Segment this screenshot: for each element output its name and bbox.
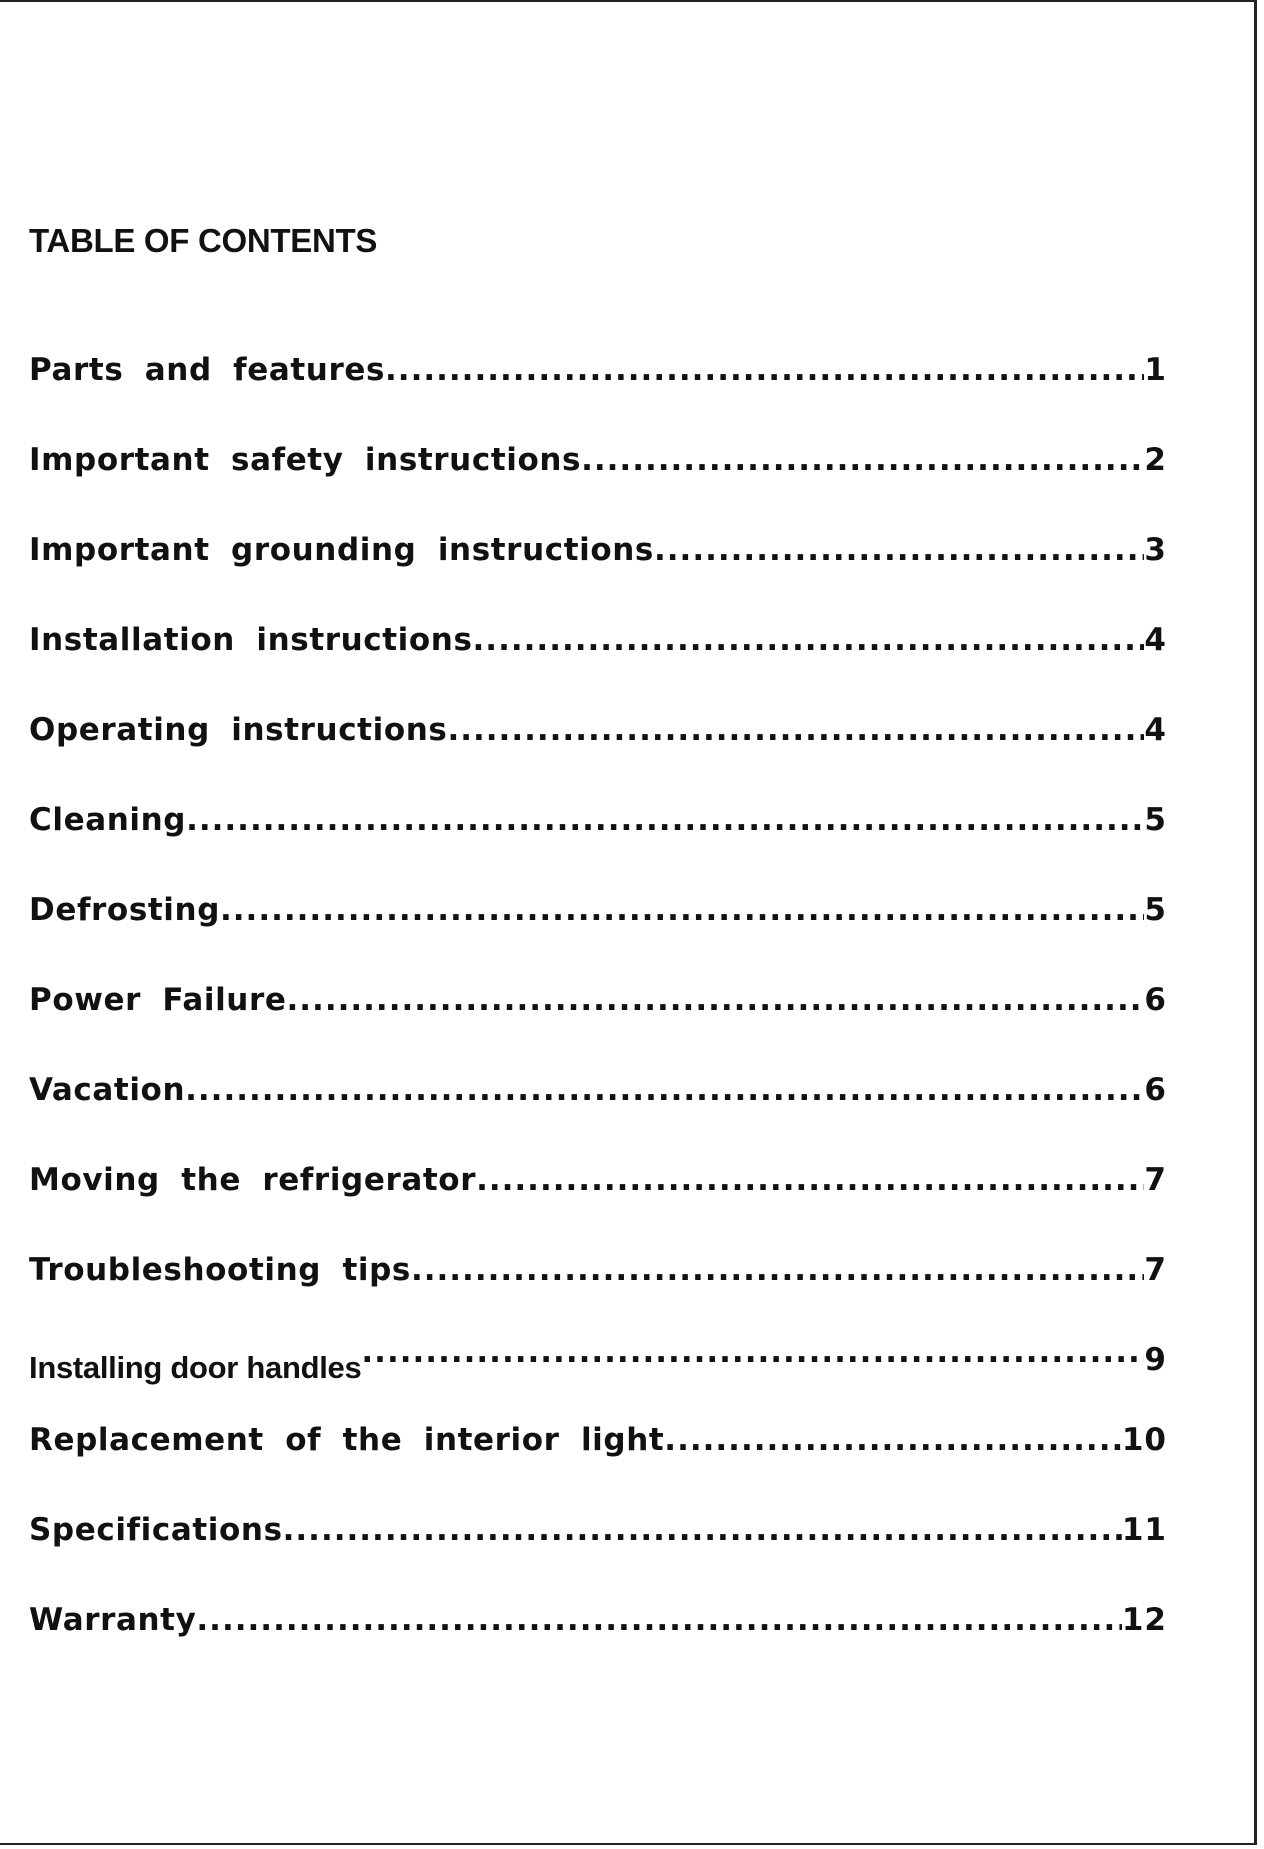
- toc-list: [29, 350, 1167, 1690]
- toc-entry-page: 10: [1121, 1422, 1167, 1458]
- toc-entry-page: 9: [1144, 1342, 1167, 1378]
- toc-entry-important-grounding-instructions: [29, 530, 1167, 620]
- toc-entry-page: 1: [1144, 352, 1167, 388]
- toc-entry-page: 3: [1144, 532, 1167, 568]
- toc-entry-page: 2: [1144, 442, 1167, 478]
- toc-dot-leader: [447, 710, 1144, 750]
- toc-entry-moving-the-refrigerator: [29, 1160, 1167, 1250]
- toc-entry-installation-instructions: [29, 620, 1167, 710]
- toc-entry-cleaning: [29, 800, 1167, 890]
- toc-entry-title: Cleaning: [29, 802, 187, 838]
- toc-entry-parts-and-features: [29, 350, 1167, 440]
- toc-dot-leader: [581, 440, 1144, 480]
- toc-entry-page: 11: [1121, 1512, 1167, 1548]
- toc-entry-page: 4: [1144, 712, 1167, 748]
- toc-entry-title: Power Failure: [29, 982, 287, 1018]
- toc-entry-page: 7: [1144, 1162, 1167, 1198]
- toc-dot-leader: [411, 1250, 1144, 1290]
- toc-entry-title: Important grounding instructions: [29, 532, 654, 568]
- toc-entry-title: Troubleshooting tips: [29, 1252, 411, 1288]
- toc-entry-installing-door-handles: [29, 1340, 1167, 1420]
- toc-dot-leader: [220, 890, 1144, 930]
- toc-entry-title: Specifications: [29, 1512, 283, 1548]
- toc-entry-page: 5: [1144, 802, 1167, 838]
- toc-entry-operating-instructions: [29, 710, 1167, 800]
- toc-entry-page: 6: [1144, 982, 1167, 1018]
- toc-entry-replacement-of-the-interior-light: [29, 1420, 1167, 1510]
- toc-entry-title: Parts and features: [29, 352, 386, 388]
- toc-entry-vacation: [29, 1070, 1167, 1160]
- toc-entry-page: 12: [1121, 1602, 1167, 1638]
- toc-entry-title: Replacement of the interior light: [29, 1422, 665, 1458]
- toc-entry-defrosting: [29, 890, 1167, 980]
- toc-dot-leader: [186, 800, 1144, 840]
- toc-heading: TABLE OF CONTENTS: [29, 222, 378, 259]
- toc-entry-power-failure: [29, 980, 1167, 1070]
- toc-dot-leader: [286, 980, 1144, 1020]
- toc-dot-leader: [185, 1070, 1144, 1110]
- toc-entry-page: 6: [1144, 1072, 1167, 1108]
- toc-dot-leader: [196, 1600, 1121, 1640]
- toc-dot-leader: [476, 1160, 1144, 1200]
- toc-entry-important-safety-instructions: [29, 440, 1167, 530]
- toc-entry-troubleshooting-tips: [29, 1250, 1167, 1340]
- toc-dot-leader: [361, 1340, 1144, 1380]
- toc-dot-leader: [664, 1420, 1122, 1460]
- toc-entry-title: Moving the refrigerator: [29, 1162, 477, 1198]
- toc-dot-leader: [385, 350, 1144, 390]
- toc-entry-title: Warranty: [29, 1602, 197, 1638]
- toc-entry-warranty: [29, 1600, 1167, 1690]
- toc-entry-title: Operating instructions: [29, 712, 448, 748]
- toc-entry-title: Important safety instructions: [29, 442, 582, 478]
- toc-entry-title: Defrosting: [29, 892, 220, 928]
- toc-entry-title: Installing door handles: [29, 1350, 362, 1385]
- toc-dot-leader: [283, 1510, 1122, 1550]
- toc-dot-leader: [654, 530, 1144, 570]
- toc-entry-page: 4: [1144, 622, 1167, 658]
- toc-entry-page: 7: [1144, 1252, 1167, 1288]
- toc-entry-page: 5: [1144, 892, 1167, 928]
- toc-entry-specifications: [29, 1510, 1167, 1600]
- toc-entry-title: Vacation: [29, 1072, 186, 1108]
- toc-dot-leader: [473, 620, 1145, 660]
- toc-entry-title: Installation instructions: [29, 622, 473, 658]
